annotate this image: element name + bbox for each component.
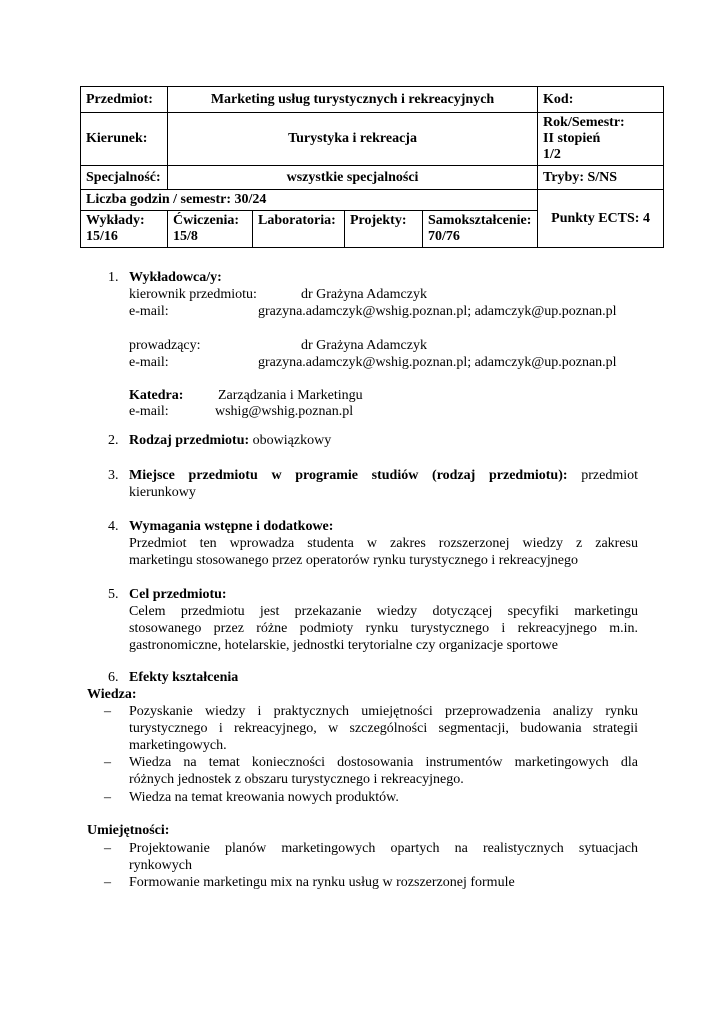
wiedza-3-dash: – — [104, 790, 111, 805]
przedmiot-label: Przedmiot: — [81, 87, 168, 113]
section-3-title: Miejsce przedmiotu w programie studiów (rodzaj przedmiotu): — [129, 468, 568, 483]
wiedza-1-dash: – — [104, 704, 111, 719]
section-3-number: 3. — [108, 468, 119, 483]
wyklady-cell — [81, 211, 168, 248]
section-5-line-3: gastronomiczne, hotelarskie, jednostki terytorialne czy organizacje sportowe — [129, 638, 558, 653]
umiejetnosci-1-line-1: Projektowanie planów marketingowych opartych na realistycznych sytuacjach — [129, 841, 638, 856]
umiejetnosci-2-line-1: Formowanie marketingu mix na rynku usług w rozszerzonej formule — [129, 875, 515, 890]
wiedza-1-line-2: turystycznego i rekreacyjnego, w szczególności segmentacji, budowania strategii — [129, 721, 638, 736]
katedra-label: Katedra: — [129, 388, 184, 403]
samoksztalcenie-cell — [423, 211, 538, 248]
email-value-2: grazyna.adamczyk@wshig.poznan.pl; adamczyk@up.poznan.pl — [258, 355, 617, 370]
section-2-title: Rodzaj przedmiotu: — [129, 433, 250, 448]
kierunek-label: Kierunek: — [81, 113, 168, 166]
rok-line-1: Rok/Semestr: — [543, 115, 625, 130]
section-3-line — [129, 467, 638, 484]
cwiczenia-cell — [168, 211, 253, 248]
laboratoria-cell: Laboratoria: — [253, 211, 345, 248]
samoksztalcenie-label: Samokształcenie: — [428, 213, 532, 228]
punkty-ects: Punkty ECTS: 4 — [538, 190, 664, 248]
section-3-text-2: kierunkowy — [129, 485, 196, 500]
wiedza-2-dash: – — [104, 755, 111, 770]
section-4-line-2: marketingu stosowanego przez operatorów rynku turystycznego i rekreacyjnego — [129, 553, 579, 568]
wiedza-label: Wiedza: — [87, 687, 137, 702]
kierunek-value: Turystyka i rekreacja — [168, 113, 538, 166]
email-label-3: e-mail: — [129, 404, 169, 419]
section-4-number: 4. — [108, 519, 119, 534]
wiedza-1-line-3: marketingowych. — [129, 738, 227, 753]
specjalnosc-label: Specjalność: — [81, 166, 168, 190]
section-5-line-2: stosowanego przez różne podmioty rynku turystycznego i rekreacyjnego m.in. — [129, 621, 638, 636]
kierownik-label: kierownik przedmiotu: — [129, 287, 257, 302]
rok-line-3: 1/2 — [543, 147, 561, 162]
katedra-email: wshig@wshig.poznan.pl — [215, 404, 354, 419]
specjalnosc-value: wszystkie specjalności — [168, 166, 538, 190]
section-2-text: obowiązkowy — [252, 433, 332, 448]
email-value-1: grazyna.adamczyk@wshig.poznan.pl; adamczyk@up.poznan.pl — [258, 304, 617, 319]
course-info-table — [80, 86, 664, 248]
katedra-name: Zarządzania i Marketingu — [218, 388, 363, 403]
section-4-title: Wymagania wstępne i dodatkowe: — [129, 519, 334, 534]
wyklady-value: 15/16 — [86, 229, 118, 244]
section-6-title: Efekty kształcenia — [129, 670, 239, 685]
email-label-1: e-mail: — [129, 304, 169, 319]
umiejetnosci-1-line-2: rynkowych — [129, 858, 192, 873]
section-1-number: 1. — [108, 270, 119, 285]
section-2-number: 2. — [108, 433, 119, 448]
prowadzacy-name: dr Grażyna Adamczyk — [301, 338, 427, 353]
section-1-title: Wykładowca/y: — [129, 270, 222, 285]
umiejetnosci-2-dash: – — [104, 875, 111, 890]
samoksztalcenie-value: 70/76 — [428, 229, 460, 244]
prowadzacy-label: prowadzący: — [129, 338, 201, 353]
wiedza-2-line-1: Wiedza na temat konieczności dostosowania instrumentów marketingowych dla — [129, 755, 638, 770]
umiejetnosci-label: Umiejętności: — [87, 823, 170, 838]
kod-label: Kod: — [538, 87, 664, 113]
section-3-text: przedmiot — [581, 468, 638, 483]
section-6-number: 6. — [108, 670, 119, 685]
section-4-line-1: Przedmiot ten wprowadza studenta w zakres rozszerzonej wiedzy z zakresu — [129, 536, 638, 551]
cwiczenia-label: Ćwiczenia: — [173, 213, 240, 228]
kierownik-name: dr Grażyna Adamczyk — [301, 287, 427, 302]
umiejetnosci-1-dash: – — [104, 841, 111, 856]
projekty-cell: Projekty: — [345, 211, 423, 248]
liczba-godzin: Liczba godzin / semestr: 30/24 — [81, 190, 538, 211]
wiedza-3-line-1: Wiedza na temat kreowania nowych produktów. — [129, 790, 399, 805]
tryby: Tryby: S/NS — [538, 166, 664, 190]
wyklady-label: Wykłady: — [86, 213, 145, 228]
przedmiot-value: Marketing usług turystycznych i rekreacyjnych — [168, 87, 538, 113]
section-5-number: 5. — [108, 587, 119, 602]
email-label-2: e-mail: — [129, 355, 169, 370]
cwiczenia-value: 15/8 — [173, 229, 198, 244]
section-5-line-1: Celem przedmiotu jest przekazanie wiedzy dotyczącej specyfiki marketingu — [129, 604, 638, 619]
rok-line-2: II stopień — [543, 131, 601, 146]
wiedza-1-line-1: Pozyskanie wiedzy i praktycznych umiejętności przeprowadzenia analizy rynku — [129, 704, 638, 719]
wiedza-2-line-2: różnych jednostek z obszaru turystycznego i rekreacyjnego. — [129, 772, 464, 787]
rok-semestr — [538, 113, 664, 166]
section-5-title: Cel przedmiotu: — [129, 587, 227, 602]
section-2-line — [129, 432, 331, 449]
